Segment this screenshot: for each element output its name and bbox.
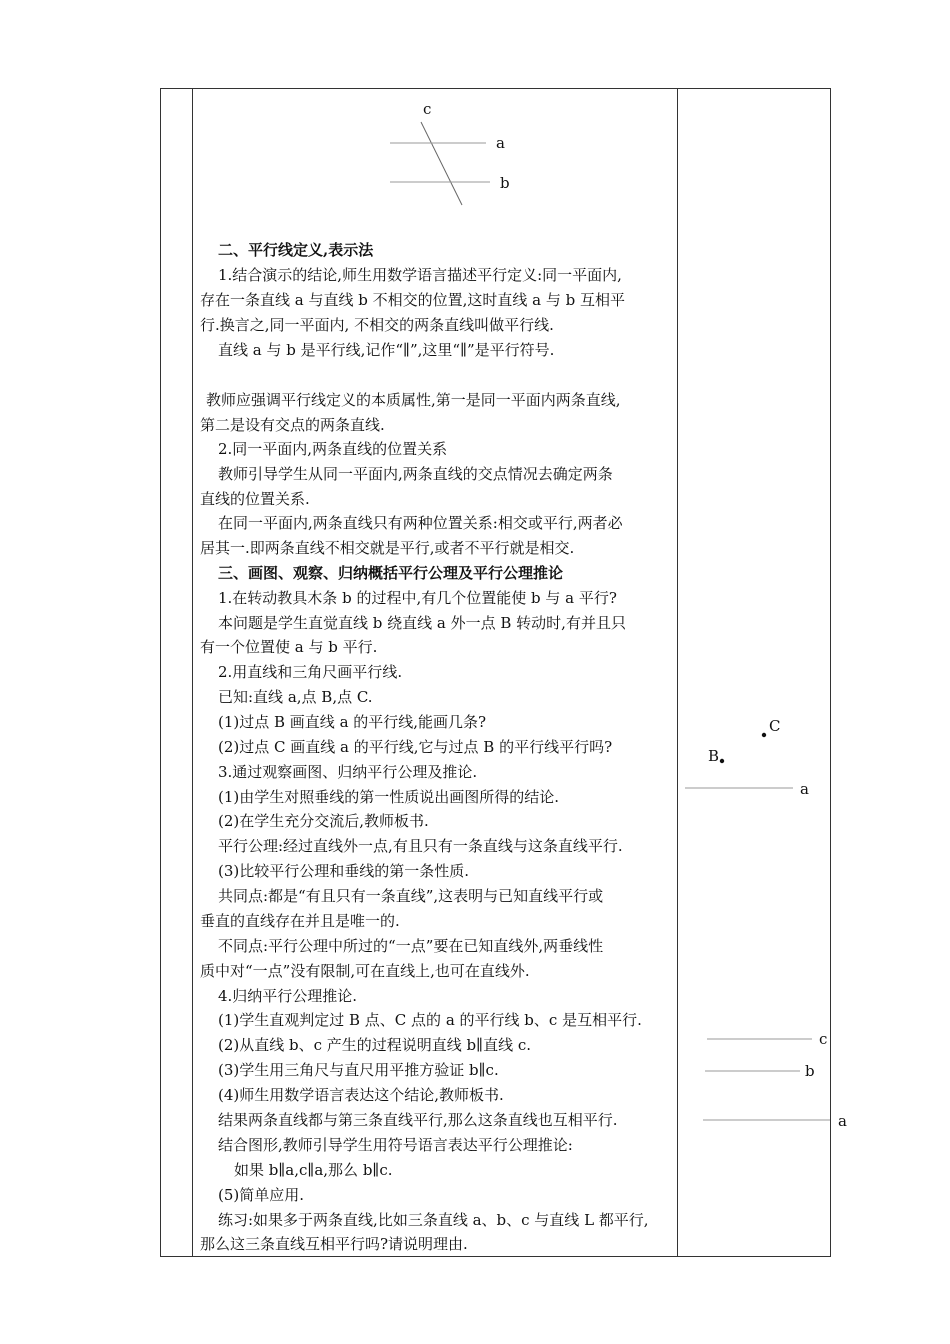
fig1-label-a: a <box>496 134 505 152</box>
paragraph-line: 3.通过观察画图、归纳平行公理及推论. <box>218 763 478 781</box>
fig2-point-c <box>762 733 766 737</box>
section3-heading: 三、画图、观察、归纳概括平行公理及平行公理推论 <box>218 564 564 582</box>
paragraph-line: 教师引导学生从同一平面内,两条直线的交点情况去确定两条 <box>218 465 613 483</box>
paragraph-line: (1)学生直观判定过 B 点、C 点的 a 的平行线 b、c 是互相平行. <box>218 1011 642 1029</box>
paragraph-line: (1)过点 B 画直线 a 的平行线,能画几条? <box>218 713 487 731</box>
fig1-line-c <box>421 122 462 205</box>
fig2-label-b: B <box>708 747 720 765</box>
paragraph-line: (2)在学生充分交流后,教师板书. <box>218 812 429 830</box>
paragraph-line: 练习:如果多于两条直线,比如三条直线 a、b、c 与直线 L 都平行, <box>218 1211 649 1229</box>
paragraph-line: 已知:直线 a,点 B,点 C. <box>218 688 373 706</box>
paragraph-line: 结果两条直线都与第三条直线平行,那么这条直线也互相平行. <box>218 1111 618 1129</box>
paragraph-line: 行.换言之,同一平面内, 不相交的两条直线叫做平行线. <box>200 316 554 334</box>
paragraph-line: (2)从直线 b、c 产生的过程说明直线 b∥直线 c. <box>218 1036 532 1054</box>
paragraph-line: 1.在转动教具木条 b 的过程中,有几个位置能使 b 与 a 平行? <box>218 589 617 607</box>
paragraph-line: 1.结合演示的结论,师生用数学语言描述平行定义:同一平面内, <box>218 266 622 284</box>
fig3-label-b: b <box>805 1062 815 1080</box>
paragraph-line: 在同一平面内,两条直线只有两种位置关系:相交或平行,两者必 <box>218 514 623 532</box>
fig2-point-b <box>720 759 724 763</box>
paragraph-line: (3)学生用三角尺与直尺用平推方验证 b∥c. <box>218 1061 499 1079</box>
paragraph-line: 第二是设有交点的两条直线. <box>200 416 385 434</box>
paragraph-line: 2.用直线和三角尺画平行线. <box>218 663 403 681</box>
fig3-label-c: c <box>819 1030 828 1048</box>
paragraph-line: 直线 a 与 b 是平行线,记作“∥”,这里“∥”是平行符号. <box>218 341 555 359</box>
paragraph-line: 质中对“一点”没有限制,可在直线上,也可在直线外. <box>200 962 530 980</box>
paragraph-line: 居其一.即两条直线不相交就是平行,或者不平行就是相交. <box>200 539 575 557</box>
paragraph-line: 4.归纳平行公理推论. <box>218 987 358 1005</box>
paragraph-line: (2)过点 C 画直线 a 的平行线,它与过点 B 的平行线平行吗? <box>218 738 613 756</box>
paragraph-line: 那么这三条直线互相平行吗?请说明理由. <box>200 1235 468 1253</box>
paragraph-line: 如果 b∥a,c∥a,那么 b∥c. <box>234 1161 393 1179</box>
paragraph-line: 垂直的直线存在并且是唯一的. <box>200 912 400 930</box>
paragraph-line: (1)由学生对照垂线的第一性质说出画图所得的结论. <box>218 788 560 806</box>
fig1-label-b: b <box>500 174 510 192</box>
paragraph-line: 2.同一平面内,两条直线的位置关系 <box>218 440 448 458</box>
paragraph-line: 有一个位置使 a 与 b 平行. <box>200 638 378 656</box>
fig2-label-c: C <box>769 717 781 735</box>
paragraph-line: 存在一条直线 a 与直线 b 不相交的位置,这时直线 a 与 b 互相平 <box>200 291 626 309</box>
paragraph-line: 直线的位置关系. <box>200 490 310 508</box>
fig2-label-a: a <box>800 780 809 798</box>
paragraph-line: 本问题是学生直觉直线 b 绕直线 a 外一点 B 转动时,有并且只 <box>218 614 626 632</box>
paragraph-line: 共同点:都是“有且只有一条直线”,这表明与已知直线平行或 <box>218 887 604 905</box>
paragraph-line: 平行公理:经过直线外一点,有且只有一条直线与这条直线平行. <box>218 837 623 855</box>
paragraph-line: 教师应强调平行线定义的本质属性,第一是同一平面内两条直线, <box>206 391 621 409</box>
paragraph-line: (5)简单应用. <box>218 1186 305 1204</box>
section2-heading: 二、平行线定义,表示法 <box>218 241 374 259</box>
paragraph-line: 不同点:平行公理中所过的“一点”要在已知直线外,两垂线性 <box>218 937 604 955</box>
paragraph-line: (4)师生用数学语言表达这个结论,教师板书. <box>218 1086 504 1104</box>
paragraph-line: (3)比较平行公理和垂线的第一条性质. <box>218 862 470 880</box>
fig3-label-a: a <box>838 1112 847 1130</box>
fig1-label-c: c <box>423 100 432 118</box>
paragraph-line: 结合图形,教师引导学生用符号语言表达平行公理推论: <box>218 1136 573 1154</box>
